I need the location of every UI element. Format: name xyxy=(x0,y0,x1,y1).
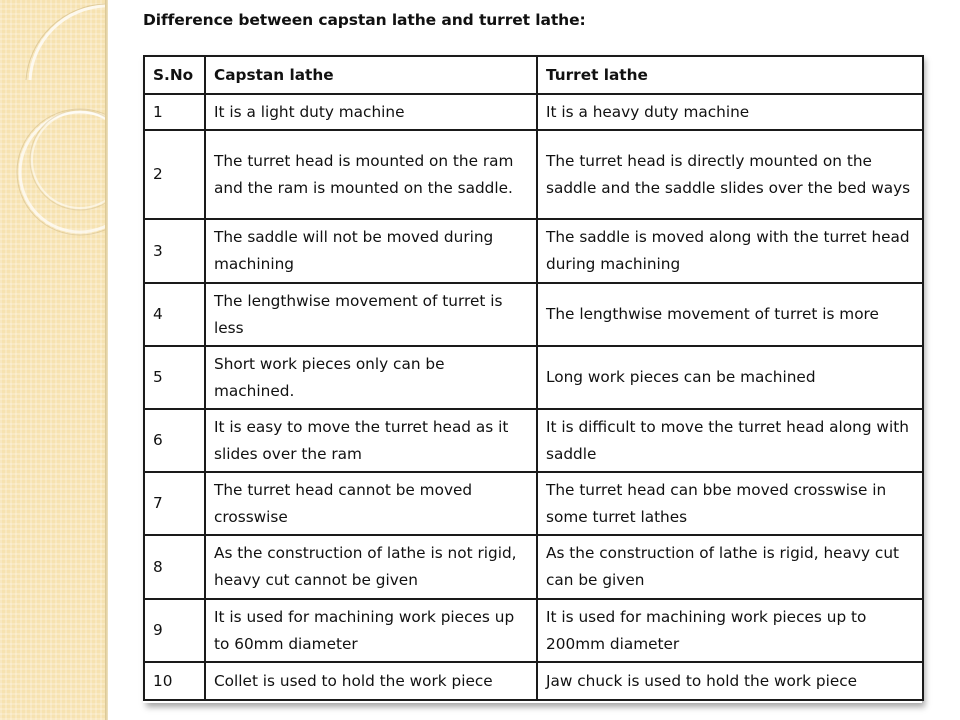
table-row xyxy=(144,219,923,283)
cell-capstan-lathe: The saddle will not be moved during machining xyxy=(205,219,537,283)
decorative-rings xyxy=(0,0,105,720)
cell-turret-lathe: The turret head can bbe moved crosswise in some turret lathes xyxy=(537,472,923,535)
cell-sno: 2 xyxy=(144,130,205,219)
cell-capstan-lathe: Collet is used to hold the work piece xyxy=(205,662,537,700)
cell-turret-lathe: It is difficult to move the turret head along with saddle xyxy=(537,409,923,472)
cell-capstan-lathe: As the construction of lathe is not rigid, heavy cut cannot be given xyxy=(205,535,537,599)
cell-capstan-lathe: Short work pieces only can be machined. xyxy=(205,346,537,409)
table-row xyxy=(144,94,923,130)
cell-sno: 3 xyxy=(144,219,205,283)
page-title: Difference between capstan lathe and turret lathe: xyxy=(143,11,586,29)
header-capstan-lathe: Capstan lathe xyxy=(205,56,537,94)
cell-turret-lathe: Jaw chuck is used to hold the work piece xyxy=(537,662,923,700)
table-row xyxy=(144,599,923,662)
cell-turret-lathe: It is a heavy duty machine xyxy=(537,94,923,130)
cell-turret-lathe: The lengthwise movement of turret is more xyxy=(537,283,923,346)
cell-sno: 7 xyxy=(144,472,205,535)
table-row xyxy=(144,472,923,535)
table-row xyxy=(144,535,923,599)
comparison-table xyxy=(143,55,924,701)
cell-sno: 5 xyxy=(144,346,205,409)
header-sno: S.No xyxy=(144,56,205,94)
cell-capstan-lathe: The turret head cannot be moved crosswise xyxy=(205,472,537,535)
cell-sno: 4 xyxy=(144,283,205,346)
cell-turret-lathe: Long work pieces can be machined xyxy=(537,346,923,409)
decorative-side-strip xyxy=(0,0,105,720)
side-strip-edge xyxy=(105,0,108,720)
cell-capstan-lathe: The turret head is mounted on the ram and the ram is mounted on the saddle. xyxy=(205,130,537,219)
cell-turret-lathe: The turret head is directly mounted on the saddle and the saddle slides over the bed ways xyxy=(537,130,923,219)
table-row xyxy=(144,283,923,346)
cell-sno: 10 xyxy=(144,662,205,700)
cell-sno: 1 xyxy=(144,94,205,130)
header-turret-lathe: Turret lathe xyxy=(537,56,923,94)
cell-sno: 8 xyxy=(144,535,205,599)
table-header-row xyxy=(144,56,923,94)
cell-sno: 6 xyxy=(144,409,205,472)
cell-sno: 9 xyxy=(144,599,205,662)
table-row xyxy=(144,409,923,472)
cell-capstan-lathe: The lengthwise movement of turret is less xyxy=(205,283,537,346)
table-row xyxy=(144,662,923,700)
table-row xyxy=(144,130,923,219)
table-row xyxy=(144,346,923,409)
cell-capstan-lathe: It is a light duty machine xyxy=(205,94,537,130)
cell-capstan-lathe: It is easy to move the turret head as it slides over the ram xyxy=(205,409,537,472)
cell-capstan-lathe: It is used for machining work pieces up to 60mm diameter xyxy=(205,599,537,662)
cell-turret-lathe: As the construction of lathe is rigid, heavy cut can be given xyxy=(537,535,923,599)
cell-turret-lathe: The saddle is moved along with the turret head during machining xyxy=(537,219,923,283)
cell-turret-lathe: It is used for machining work pieces up to 200mm diameter xyxy=(537,599,923,662)
